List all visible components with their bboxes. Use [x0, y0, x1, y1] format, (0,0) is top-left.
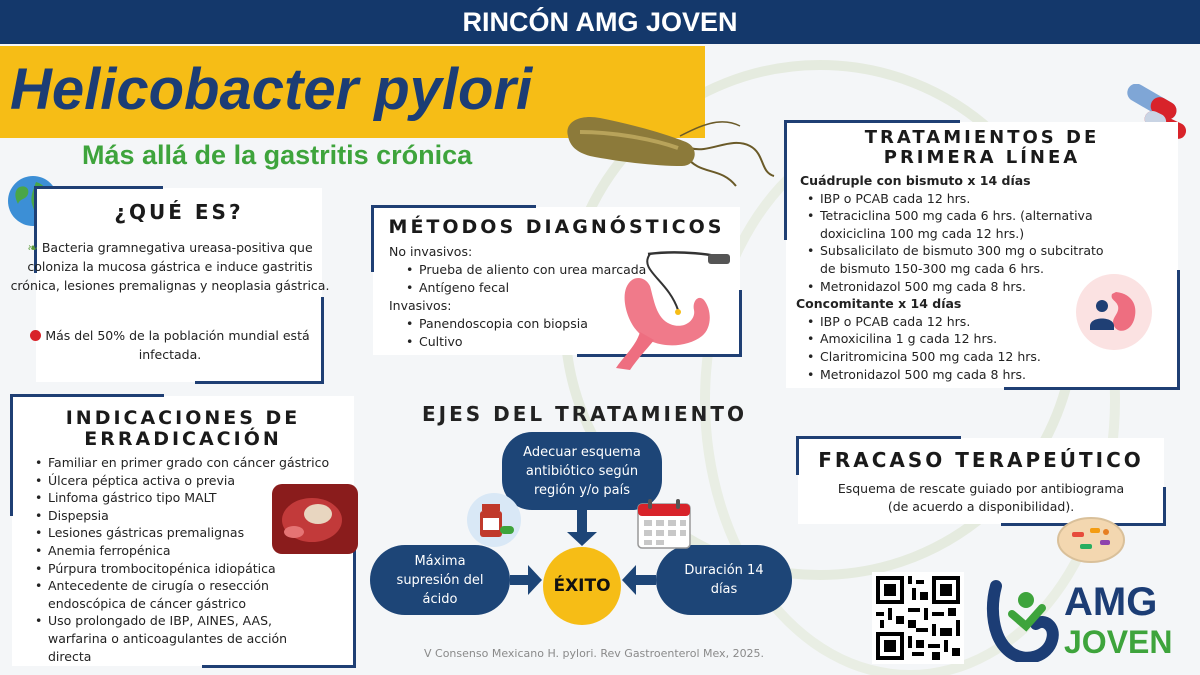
- que-es-heading: ¿QUÉ ES?: [114, 200, 244, 224]
- que-es-card: [10, 188, 330, 382]
- list-item: • Úlcera péptica activa o previa: [32, 472, 344, 490]
- qr-code[interactable]: [872, 572, 964, 664]
- page-title: Helicobacter pylori: [10, 57, 533, 122]
- list-item: • Amoxicilina 1 g cada 12 hrs.: [804, 330, 1118, 348]
- arrow-right: [510, 575, 530, 585]
- petri-dish-icon: [1056, 508, 1126, 564]
- invasivos-label: Invasivos:: [389, 298, 452, 313]
- que-es-text: Bacteria gramnegativa ureasa-positiva que coloniza la mucosa gástrica e induce gastritis crónica, lesiones premalignas y neoplasia gástrica.: [10, 240, 330, 293]
- list-item: • Cultivo: [403, 333, 646, 351]
- list-item: • Púrpura trombocitopénica idiopática: [32, 560, 344, 578]
- amg-logo-icon: [986, 578, 1060, 662]
- list-item: • Panendoscopia con biopsia: [403, 315, 646, 333]
- list-item: • Tetraciclina 500 mg cada 6 hrs. (alternativa doxiciclina 100 mg cada 12 hrs.): [804, 207, 1118, 242]
- endoscopy-image: [272, 484, 358, 554]
- arrow-down-head: [567, 532, 597, 546]
- leaf-icon: ❧: [27, 240, 38, 255]
- list-item: • Familiar en primer grado con cáncer gástrico: [32, 454, 344, 472]
- top-banner: RINCÓN AMG JOVEN: [0, 0, 1200, 44]
- fracaso-text: Esquema de rescate guiado por antibiograma (de acuerdo a disponibilidad).: [837, 481, 1125, 514]
- concomitante-label: Concomitante x 14 días: [796, 296, 962, 312]
- list-item: • IBP o PCAB cada 12 hrs.: [804, 313, 1118, 331]
- citation: V Consenso Mexicano H. pylori. Rev Gastroenterol Mex, 2025.: [424, 647, 765, 660]
- arrow-left-head: [622, 565, 636, 595]
- eje-antibiotico-text: Adecuar esquema antibiótico según región y/o país: [523, 444, 641, 498]
- list-item: • Linfoma gástrico tipo MALT: [32, 489, 344, 507]
- que-es-stat: Más del 50% de la población mundial está infectada.: [45, 328, 310, 362]
- arrow-left: [636, 575, 656, 585]
- list-item: • Dispepsia: [32, 507, 344, 525]
- list-item: • Subsalicilato de bismuto 300 mg o subcitrato de bismuto 150-300 mg cada 6 hrs.: [804, 242, 1118, 277]
- list-item: • Antígeno fecal: [403, 279, 646, 297]
- exito-label: ÉXITO: [553, 576, 611, 596]
- tratamientos-heading: TRATAMIENTOS DE PRIMERA LÍNEA: [864, 127, 1100, 168]
- eje-duracion-text: Duración 14 días: [684, 563, 764, 597]
- logo-joven: JOVEN: [1064, 624, 1173, 660]
- list-item: • Metronidazol 500 mg cada 8 hrs.: [804, 278, 1118, 296]
- stomach-endoscope-icon: [608, 250, 744, 374]
- calendar-icon: [636, 498, 692, 550]
- list-item: • Anemia ferropénica: [32, 542, 344, 560]
- no-invasivos-label: No invasivos:: [389, 244, 473, 259]
- list-item: • Prueba de aliento con urea marcada: [403, 261, 646, 279]
- page-subtitle: Más allá de la gastritis crónica: [82, 140, 473, 170]
- arrow-down: [577, 508, 587, 534]
- indicaciones-card: [12, 396, 354, 666]
- cuadruple-label: Cuádruple con bismuto x 14 días: [800, 173, 1031, 188]
- arrow-right-head: [528, 565, 542, 595]
- bacterium-icon: [560, 96, 780, 206]
- eje-supresion-text: Máxima supresión del ácido: [396, 553, 484, 607]
- red-dot-icon: [30, 330, 41, 341]
- exito-circle: [543, 547, 621, 625]
- metodos-heading: MÉTODOS DIAGNÓSTICOS: [388, 216, 725, 238]
- stomach-doctor-icon: [1074, 272, 1154, 352]
- list-item: • Claritromicina 500 mg cada 12 hrs.: [804, 348, 1118, 366]
- list-item: • Uso prolongado de IBP, AINES, AAS, warfarina o anticoagulantes de acción directa: [32, 612, 332, 665]
- list-item: • IBP o PCAB cada 12 hrs.: [804, 190, 1118, 208]
- list-item: • Metronidazol 500 mg cada 8 hrs.: [804, 366, 1118, 384]
- list-item: • Lesiones gástricas premalignas: [32, 524, 344, 542]
- indicaciones-heading: INDICACIONES DE ERRADICACIÓN: [65, 407, 301, 450]
- ejes-heading: EJES DEL TRATAMIENTO: [422, 402, 748, 426]
- eje-duracion: [656, 545, 792, 615]
- list-item: • Antecedente de cirugía o resección endoscópica de cáncer gástrico: [32, 577, 282, 612]
- eje-supresion: [370, 545, 510, 615]
- medicine-icon: [466, 492, 522, 548]
- logo-amg: AMG: [1064, 580, 1158, 624]
- fracaso-heading: FRACASO TERAPEÚTICO: [818, 448, 1144, 472]
